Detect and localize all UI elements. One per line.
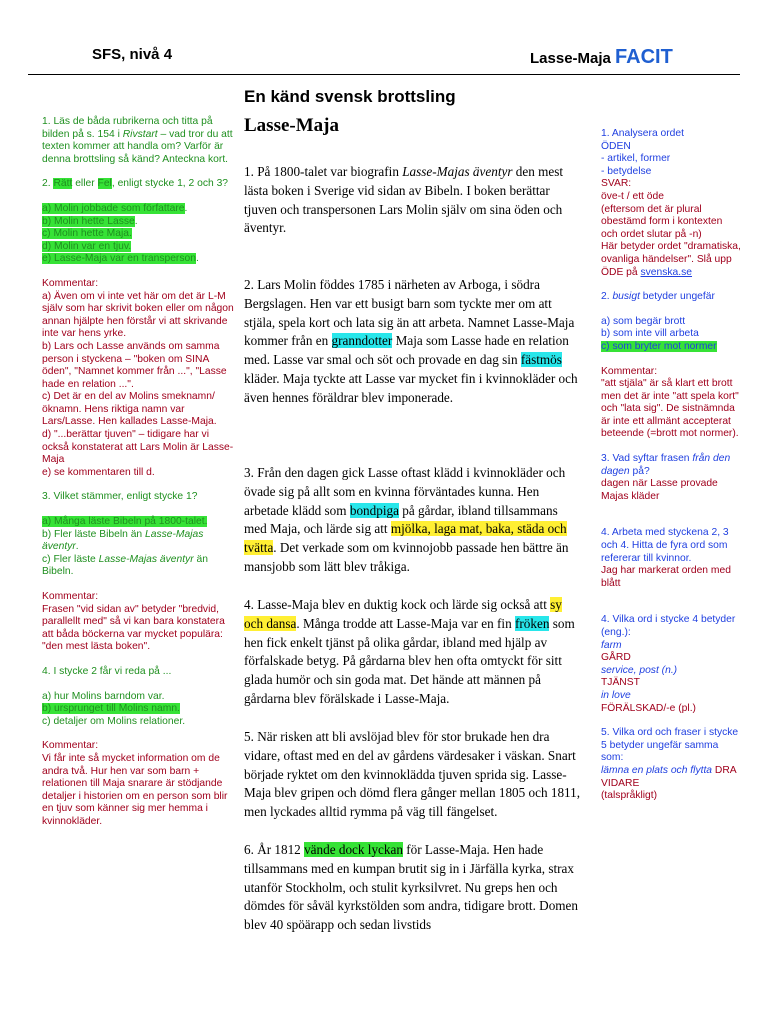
- facit-label: FACIT: [615, 46, 673, 68]
- p1-text-a: 1. På 1800-talet var biografin: [244, 164, 403, 179]
- paragraph-4: [244, 596, 581, 709]
- q3c-book: Lasse-Majas äventyr: [98, 553, 194, 565]
- question-3: 3. Vilket stämmer, enligt stycke 1?: [42, 491, 198, 503]
- right-q5: 4. Vilka ord i stycke 4 betyder (eng.):: [601, 614, 736, 638]
- q1-text-a: 1. Läs de båda rubrikerna och titta på bilden på s. 154 i: [42, 116, 213, 140]
- q2-item-b-text: b) Molin hette Lasse: [42, 215, 135, 227]
- p3-highlight-chores: mjölka, laga mat, baka, städa och tvätta: [244, 521, 567, 556]
- p2-text-c: kläder. Maja tyckte att Lasse var mycket fin i kvinnokläder och även hennes föräldrar blev imponerade.: [244, 370, 578, 405]
- paragraph-1: [244, 163, 581, 238]
- question-4: 4. I stycke 2 får vi reda på ...: [42, 665, 172, 677]
- p5-text: 5. När risken att bli avslöjad blev för stor brukade hen dra vidare, oftast med en del av gårdens värdesaker i väskan. Snart började ryktet om den kvinnoklädda tjuven sprida sig. Lasse-Maja blev gripen och dömd flera gånger mellan 1805 och 1811, men lyckades alltid rymma på väg till fängelset.: [244, 729, 581, 820]
- p6-highlight-lyckan: vände dock lyckan: [304, 842, 403, 857]
- q2-num: 2.: [42, 178, 54, 190]
- right-q1: 1. Analysera ordet ÖDEN - artikel, former - betydelse: [601, 128, 684, 177]
- paragraph-3: [244, 464, 581, 577]
- right-q5-pairs: [601, 640, 741, 716]
- p6-text-b: för Lasse-Maja. Hen hade tillsammans med en kumpan brutit sig in i Järfälla kyrka, strax utanför Stockholm, och stulit kyrksilvret. Nu greps hen och dömdes för såväl kyrkstölden som andra, tidigare brott. Domen blev 40 spöärapp och sedan livstids: [244, 842, 579, 933]
- right-q6-answer-text: DRA VIDARE: [601, 764, 737, 789]
- p3-text-b: på gårdar, ibland tillsammans med Maja, och lärde sig att: [244, 502, 558, 537]
- question-2: [42, 178, 235, 191]
- article-title: En känd svensk brottsling: [244, 87, 456, 106]
- q4-items: [42, 691, 235, 729]
- pair-eng-1: farm: [601, 639, 622, 651]
- q2-item-b-tail: .: [134, 215, 138, 227]
- right-q3-phrase: från den dagen: [601, 453, 731, 477]
- right-q2-option-b: b) som inte vill arbeta: [601, 328, 699, 340]
- p2-highlight-granndotter: granndotter: [331, 333, 393, 349]
- right-q2-word: busigt: [612, 291, 640, 303]
- right-q2-options: [601, 316, 741, 354]
- right-q6-note: (talspråkligt): [601, 790, 658, 802]
- right-q4: 4. Arbeta med styckena 2, 3 och 4. Hitta de fyra ord som refererar till kvinnor.: [601, 527, 729, 564]
- right-q2-option-a: a) som begär brott: [601, 315, 686, 327]
- comment-1: Kommentar: a) Även om vi inte vet här om det är L-M själv som har skrivit boken eller om någon annan hjälpte hen förstår vi att skrivande inte var hens yrke. b) Lars och Lasse används om samma person i styckena – "boken om SINA öden", "Namnet kommer från ...", "Lasse hade en relation ...". c) Det är en del av Molins smeknamn/öknamn. Hens riktiga namn var Lars/Lasse. Hen kallades Lasse-Maja. d) "...berättar tjuven" – tidigare har vi också konstaterat att Lars Molin är Lasse-Maja e) se kommentaren till d.: [42, 277, 234, 478]
- q3c-a: c) Fler läste: [42, 553, 99, 565]
- q2-item-a-tail: .: [184, 202, 188, 214]
- right-q4-answer: Jag har markerat orden med blått: [601, 565, 731, 589]
- right-q1-answer-text: SVAR: öve-t / ett öde (eftersom det är plural obestämd form i kontexten och ordet slutar på -n) Här betyder ordet "dramatiska, ovanliga händelser". Slå upp ÖDE på: [601, 178, 741, 278]
- p2-text-a: 2. Lars Molin föddes 1785 i närheten av Arboga, i södra Bergslagen. Hen var ett busigt barn som tyckte mer om att stjäla, spela kort och lata sig än att arbeta. Namnet Lasse-Maja kommer från en: [244, 277, 575, 349]
- header-title-text: Lasse-Maja: [530, 50, 611, 67]
- svenska-se-link[interactable]: svenska.se: [640, 266, 693, 278]
- right-column: [601, 128, 741, 803]
- header-course: SFS, nivå 4: [92, 46, 173, 63]
- q1-book: Rivstart: [122, 128, 158, 140]
- q3-item-b: [42, 529, 235, 554]
- paragraph-2: [244, 276, 581, 408]
- right-q3-answer: dagen när Lasse provade Majas kläder: [601, 478, 718, 502]
- q2-ratt: Rätt: [53, 178, 73, 190]
- q2-item-d-text: d) Molin var en tjuv.: [42, 240, 132, 252]
- p4-highlight-sy-dansa: sy och dansa: [244, 597, 562, 631]
- p3-text-c: . Det verkade som om kvinnojobb passade hen bättre än mansjobb som lätt blev tråkiga.: [244, 540, 569, 574]
- q2-mid: eller: [72, 178, 98, 190]
- p4-text-a: 4. Lasse-Maja blev en duktig kock och lärde sig också att: [244, 597, 551, 612]
- p1-text-b: den mest lästa boken i Sverige vid sidan av Bibeln. I boken berättar tjuven och transpersonen Lars Molin själv om sina öden och äventyr.: [244, 164, 564, 236]
- right-q3-a: 3. Vad syftar frasen: [601, 453, 693, 465]
- p4-text-b: . Många trodde att Lasse-Maja var en fin: [296, 615, 515, 631]
- right-comment-2: Kommentar: "att stjäla" är så klart ett brott men det är inte "att spela kort" och "lata sig". De sistnämnda är inte ett allmänt accepterat beteende (=brott mot normer).: [601, 365, 739, 440]
- pair-sv-2: TJÄNST: [601, 677, 640, 689]
- p4-highlight-froken: fröken: [515, 615, 550, 631]
- pair-eng-2: service, post (n.): [601, 664, 678, 676]
- right-q1-answer: [601, 178, 741, 279]
- q4-item-b: [42, 703, 235, 716]
- header-divider: [28, 74, 740, 75]
- p3-text-a: 3. Från den dagen gick Lasse oftast klädd i kvinnokläder och övade sig på allt som en kvinna förväntades kunna. Hen arbetade klädd som: [244, 465, 566, 518]
- q3c-b: än Bibeln.: [42, 553, 208, 578]
- q4-item-a: a) hur Molins barndom var.: [42, 690, 165, 702]
- q2-item-e-text: e) Lasse-Maja var en transperson: [42, 253, 196, 265]
- right-q2: [601, 291, 741, 304]
- q3b-book: Lasse-Majas äventyr: [42, 528, 204, 553]
- right-q6-answer: [601, 765, 741, 790]
- question-1: [42, 116, 235, 166]
- p6-text-a: 6. År 1812: [244, 842, 305, 857]
- right-q2-b: betyder ungefär: [639, 291, 715, 303]
- comment-3: Kommentar: Vi får inte så mycket information om de andra två. Hur hen var som barn + relationen till Maja snarare är stödjande detaljer i historien om en person som blir en tjuv som känner sig mer hemma i kvinnokläder.: [42, 740, 228, 827]
- left-column: [42, 116, 235, 829]
- p4-text-c: som hen fick enkelt tjänst på olika gårdar, ibland med hjälp av förfalskade betyg. På gårdarna blev hen ofta omtyckt för sitt glada humör och sin goda mat. Det hände att männen på gårdarna blev förälskade i Lasse-Maja.: [244, 615, 575, 706]
- header-title: [530, 46, 673, 69]
- right-q3: [601, 453, 741, 478]
- paragraph-6: [244, 841, 581, 935]
- paragraph-5: [244, 728, 581, 822]
- q2-item-e-tail: .: [195, 253, 199, 265]
- right-q6-phrase: lämna en plats och flytta: [601, 764, 713, 776]
- q2-fel: Fel: [97, 178, 112, 190]
- q3-item-c: [42, 554, 235, 579]
- right-q3-b: på?: [629, 465, 650, 477]
- article-subtitle: Lasse-Maja: [244, 115, 339, 136]
- q2-item-c: [42, 228, 235, 241]
- right-q2-a: 2.: [601, 291, 613, 303]
- q4-item-b-text: b) ursprunget till Molins namn.: [42, 703, 180, 715]
- p2-highlight-fastmos: fästmös: [520, 352, 562, 368]
- q2-items: [42, 203, 235, 266]
- q4-item-c: c) detaljer om Molins relationer.: [42, 715, 186, 727]
- pair-sv-3: FÖRÄLSKAD/-e (pl.): [601, 702, 696, 714]
- p2-text-b: Maja som Lasse hade en relation med. Lasse var smal och söt och provade en dag sin: [244, 333, 569, 368]
- pair-sv-1: GÅRD: [601, 652, 631, 664]
- q3b-a: b) Fler läste Bibeln än: [42, 528, 146, 540]
- right-q6: 5. Vilka ord och fraser i stycke 5 betyder ungefär samma som:: [601, 727, 739, 764]
- right-q2-option-c: [601, 341, 741, 354]
- q2-item-a: [42, 203, 235, 216]
- q3-item-a-text: a) Många läste Bibeln på 1800-talet.: [42, 516, 208, 528]
- q2-item-b: [42, 216, 235, 229]
- q2-item-c-text: c) Molin hette Maja.: [42, 228, 132, 240]
- q3-item-a: [42, 516, 235, 529]
- q1-text-b: – vad tror du att texten kommer att handla om? Varför är denna brottsling så känd? Anteckna kort.: [42, 128, 233, 165]
- q2-item-d: [42, 241, 235, 254]
- q2-text-b: , enligt stycke 1, 2 och 3?: [111, 178, 229, 190]
- q2-item-e: [42, 253, 235, 266]
- pair-eng-3: in love: [601, 689, 631, 701]
- q3b-b: .: [75, 541, 79, 553]
- q3-items: [42, 516, 235, 579]
- p3-highlight-bondpiga: bondpiga: [349, 502, 399, 518]
- q2-item-a-text: a) Molin jobbade som författare: [42, 202, 185, 214]
- p1-book-title: Lasse-Majas äventyr: [402, 164, 513, 179]
- comment-2: Kommentar: Frasen "vid sidan av" betyder "bredvid, parallellt med" så vi kan bara konstatera att båda böckerna var mycket populära: "den mest lästa boken".: [42, 591, 225, 653]
- right-q2-option-c-text: c) som bryter mot normer: [601, 340, 717, 352]
